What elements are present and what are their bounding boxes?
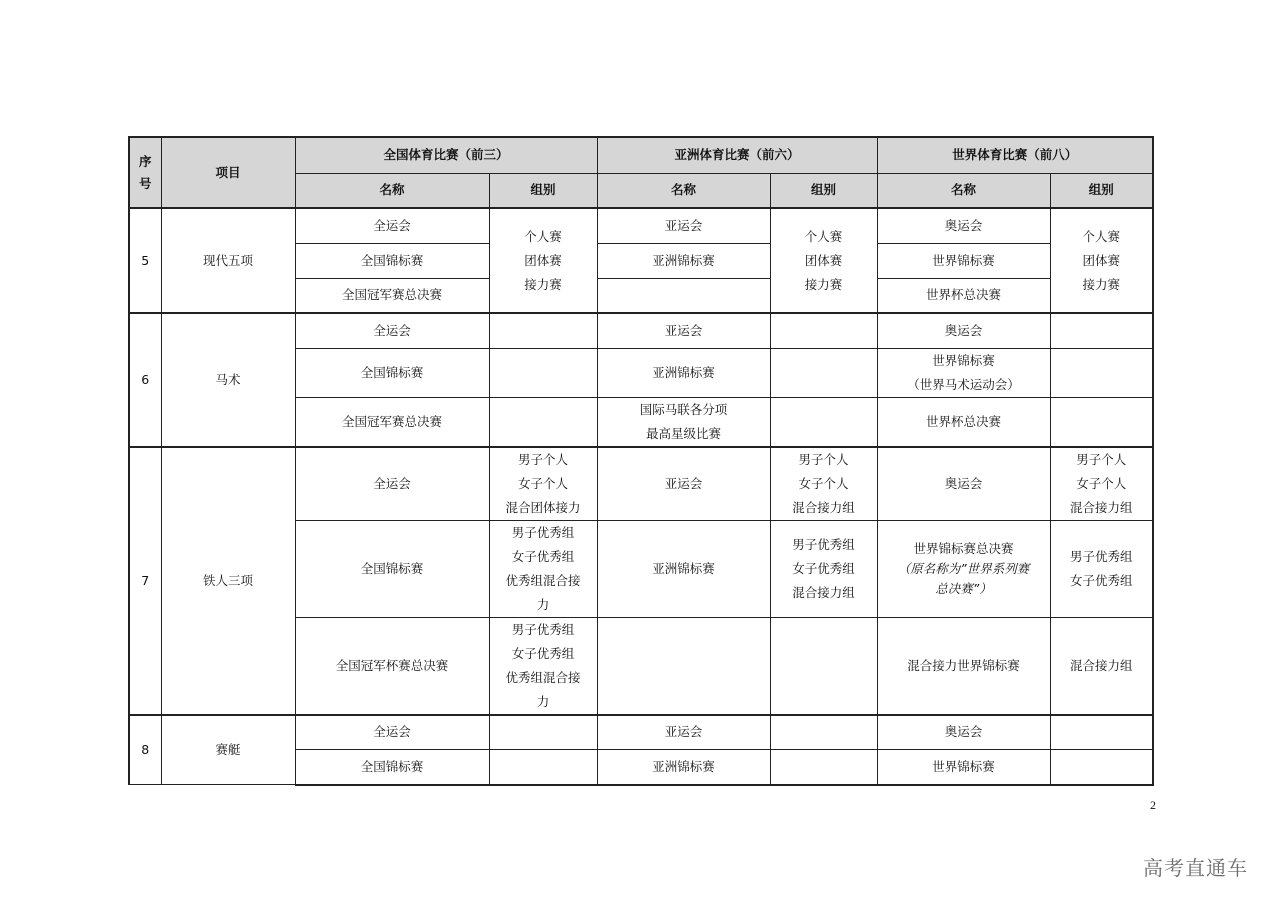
world-group: [1050, 750, 1153, 785]
world-group: 混合接力组: [1050, 617, 1153, 715]
header-name-national: 名称: [295, 173, 489, 208]
world-name: 世界锦标赛总决赛 （原名称为”世界系列赛 总决赛”）: [877, 520, 1050, 617]
world-name: 奥运会: [877, 447, 1050, 521]
national-name: 全运会: [295, 715, 489, 750]
asian-name: 亚洲锦标赛: [597, 750, 770, 785]
national-group: 男子优秀组 女子优秀组 优秀组混合接 力: [489, 520, 597, 617]
asian-name: 亚运会: [597, 447, 770, 521]
national-group: 男子优秀组 女子优秀组 优秀组混合接 力: [489, 617, 597, 715]
world-group: 男子优秀组 女子优秀组: [1050, 520, 1153, 617]
national-name: 全国锦标赛: [295, 750, 489, 785]
world-name: 世界锦标赛: [877, 750, 1050, 785]
world-group: [1050, 397, 1153, 447]
item-cell: 铁人三项: [161, 447, 295, 715]
world-name: 奥运会: [877, 715, 1050, 750]
asian-name: 亚洲锦标赛: [597, 348, 770, 397]
asian-name: 亚运会: [597, 208, 770, 243]
national-group: [489, 397, 597, 447]
world-name: 世界杯总决赛: [877, 397, 1050, 447]
asian-name: [597, 617, 770, 715]
item-cell: 马术: [161, 313, 295, 447]
item-cell: 现代五项: [161, 208, 295, 313]
header-world: 世界体育比赛（前八）: [877, 137, 1153, 173]
asian-group: 男子优秀组 女子优秀组 混合接力组: [770, 520, 877, 617]
national-name: 全国锦标赛: [295, 243, 489, 278]
header-group-national: 组别: [489, 173, 597, 208]
world-name: 世界锦标赛 （世界马术运动会）: [877, 348, 1050, 397]
world-name: 奥运会: [877, 313, 1050, 348]
asian-group: [770, 715, 877, 750]
seq-cell: 7: [129, 447, 161, 715]
results-table: [128, 136, 1154, 786]
national-name: 全运会: [295, 313, 489, 348]
world-group: 男子个人 女子个人 混合接力组: [1050, 447, 1153, 521]
header-asian: 亚洲体育比赛（前六）: [597, 137, 877, 173]
asian-name: 亚运会: [597, 715, 770, 750]
header-item: 项目: [161, 137, 295, 208]
national-name: 全国冠军赛总决赛: [295, 397, 489, 447]
asian-name: 亚运会: [597, 313, 770, 348]
asian-name: 国际马联各分项 最高星级比赛: [597, 397, 770, 447]
national-name: 全运会: [295, 447, 489, 521]
seq-cell: 5: [129, 208, 161, 313]
asian-group: 个人赛 团体赛 接力赛: [770, 208, 877, 313]
header-group-world: 组别: [1050, 173, 1153, 208]
seq-cell: 8: [129, 715, 161, 785]
world-group: [1050, 348, 1153, 397]
world-name: 世界杯总决赛: [877, 278, 1050, 313]
asian-group: [770, 348, 877, 397]
national-group: 男子个人 女子个人 混合团体接力: [489, 447, 597, 521]
asian-name: 亚洲锦标赛: [597, 520, 770, 617]
asian-group: [770, 313, 877, 348]
item-cell: 赛艇: [161, 715, 295, 785]
national-group: [489, 750, 597, 785]
national-name: 全国锦标赛: [295, 520, 489, 617]
asian-name: [597, 278, 770, 313]
world-group: [1050, 313, 1153, 348]
national-name: 全运会: [295, 208, 489, 243]
asian-group: [770, 750, 877, 785]
world-group: 个人赛 团体赛 接力赛: [1050, 208, 1153, 313]
asian-group: 男子个人 女子个人 混合接力组: [770, 447, 877, 521]
national-name: 全国冠军赛总决赛: [295, 278, 489, 313]
national-group: [489, 313, 597, 348]
world-name: 奥运会: [877, 208, 1050, 243]
header-name-world: 名称: [877, 173, 1050, 208]
header-seq: 序 号: [129, 137, 161, 208]
world-group: [1050, 715, 1153, 750]
watermark: 高考直通车: [1143, 856, 1248, 880]
national-name: 全国冠军杯赛总决赛: [295, 617, 489, 715]
national-group: 个人赛 团体赛 接力赛: [489, 208, 597, 313]
world-name: 世界锦标赛: [877, 243, 1050, 278]
page-number: 2: [1150, 798, 1156, 812]
seq-cell: 6: [129, 313, 161, 447]
national-name: 全国锦标赛: [295, 348, 489, 397]
header-group-asian: 组别: [770, 173, 877, 208]
asian-group: [770, 617, 877, 715]
asian-name: 亚洲锦标赛: [597, 243, 770, 278]
world-name: 混合接力世界锦标赛: [877, 617, 1050, 715]
national-group: [489, 348, 597, 397]
header-name-asian: 名称: [597, 173, 770, 208]
header-national: 全国体育比赛（前三）: [295, 137, 597, 173]
national-group: [489, 715, 597, 750]
asian-group: [770, 397, 877, 447]
